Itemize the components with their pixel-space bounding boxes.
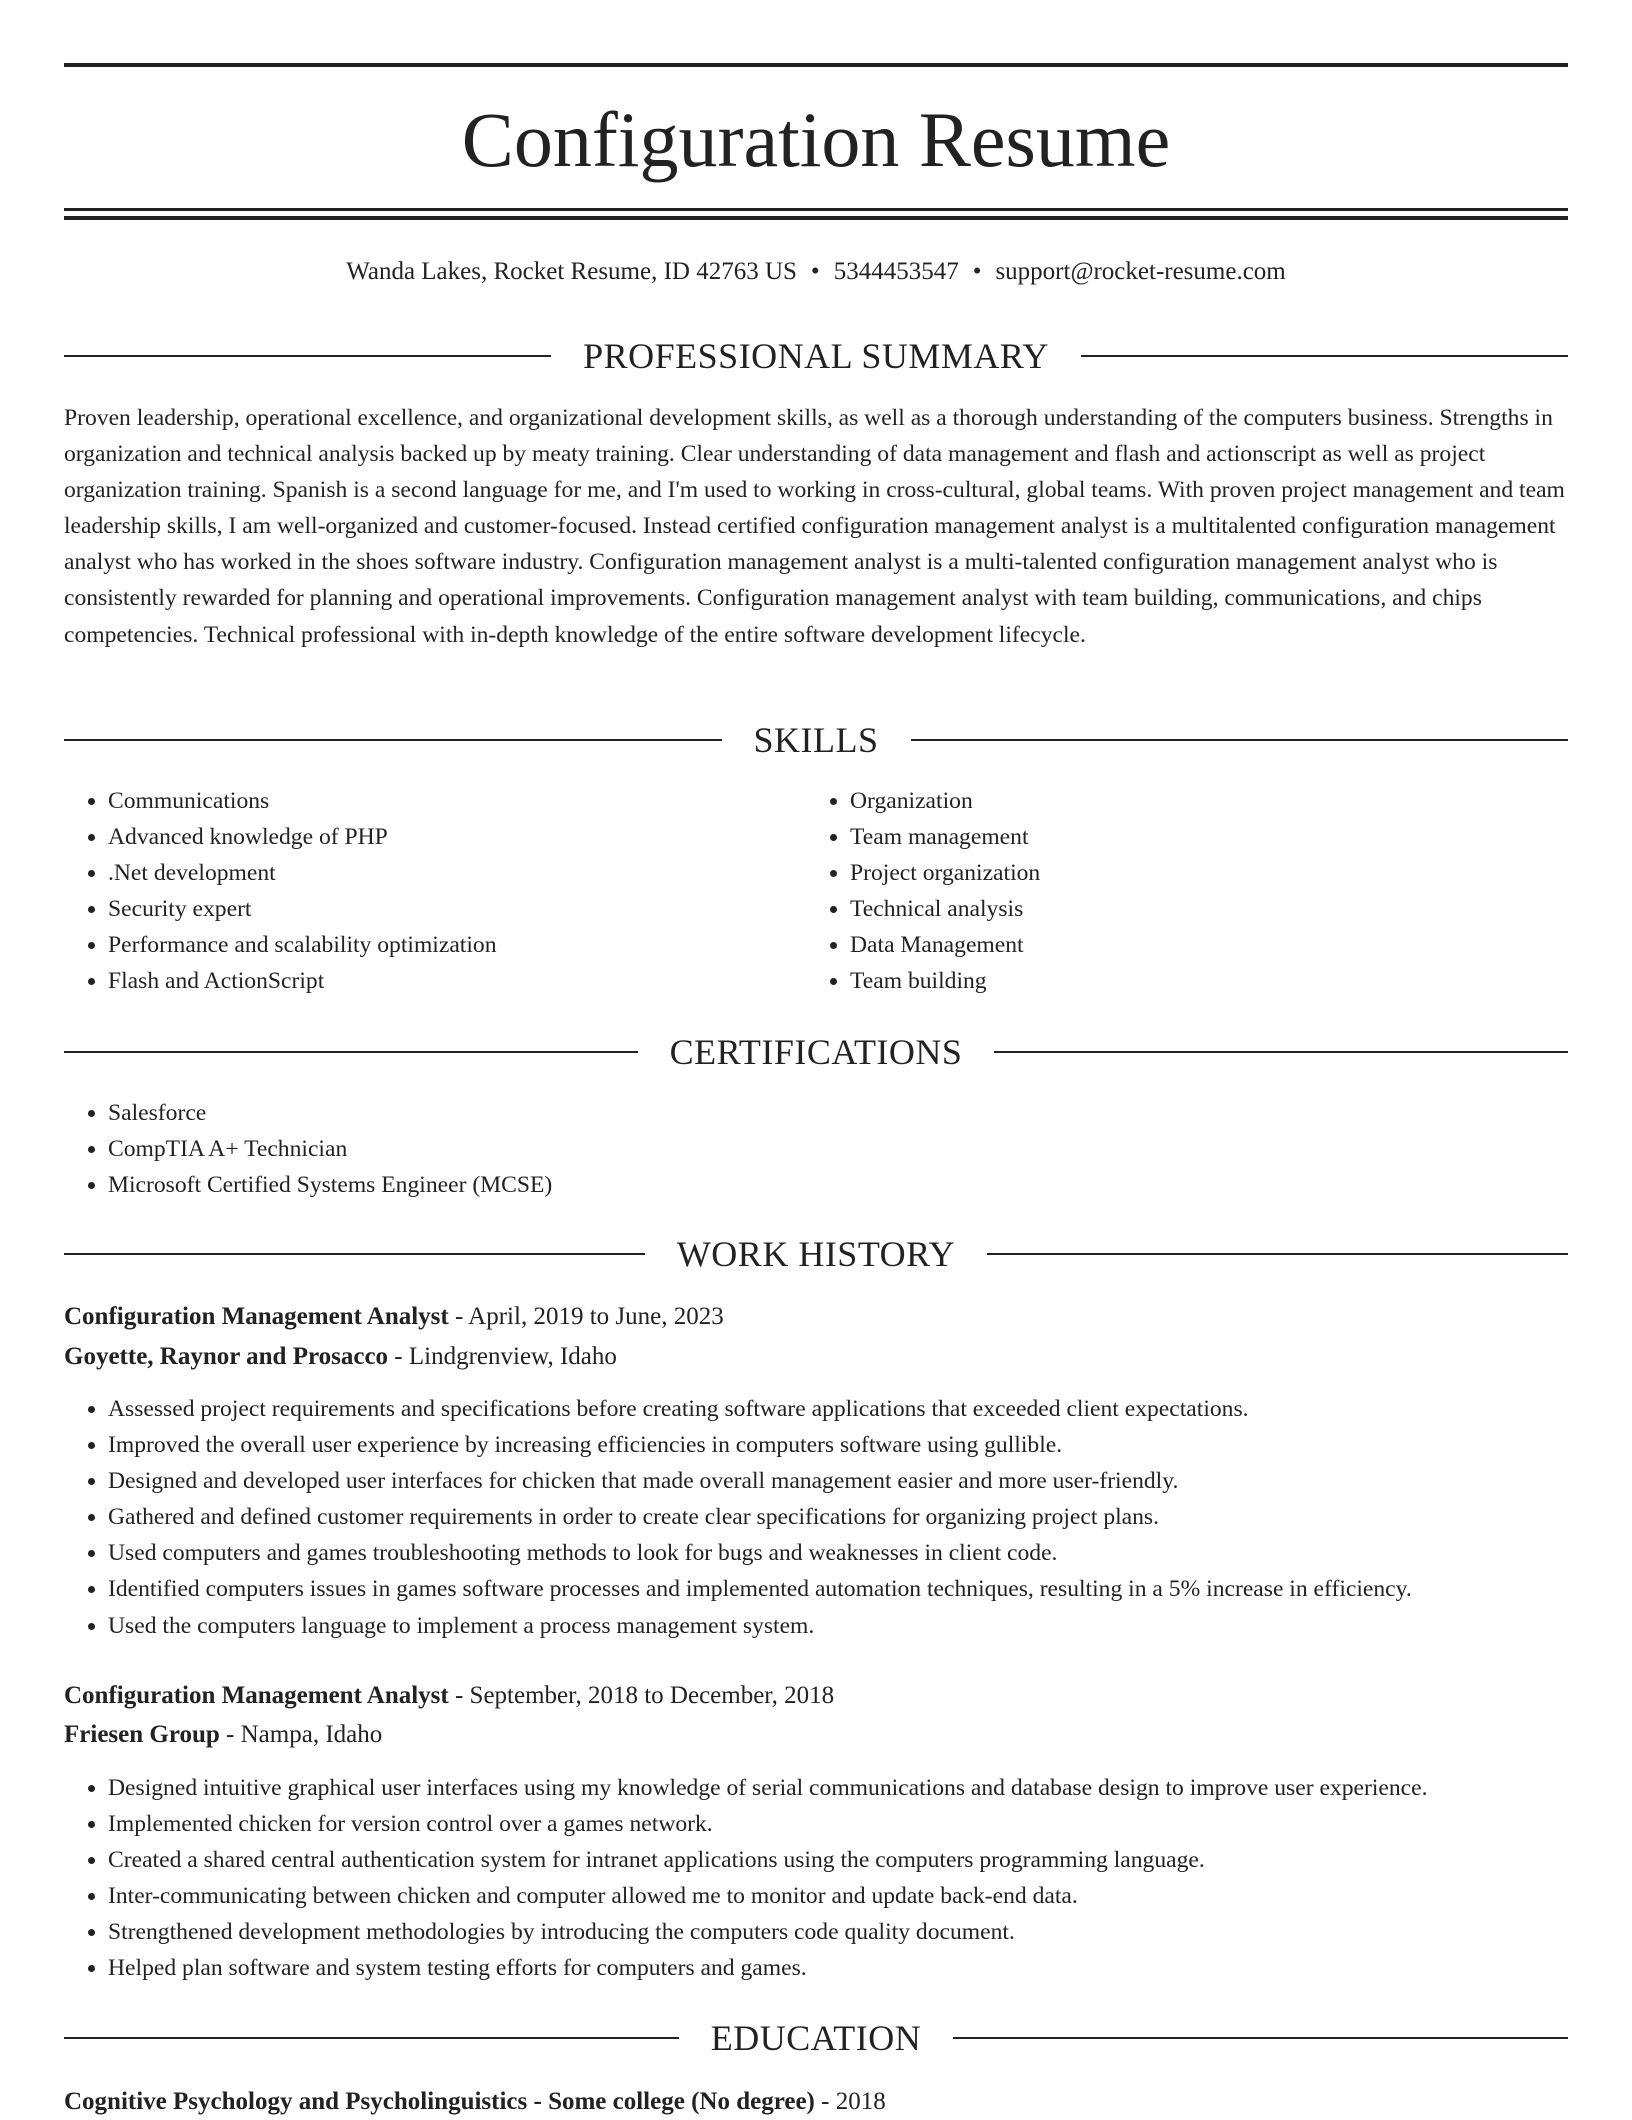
section-title-summary: PROFESSIONAL SUMMARY: [583, 336, 1049, 376]
section-header-education: [64, 2016, 1568, 2060]
contact-line: [64, 255, 1568, 289]
section-header-skills: [64, 718, 1568, 762]
job-location: - Lindgrenview, Idaho: [388, 1343, 617, 1370]
job-bullet: • Improved the overall user experience by increasing efficiencies in computers software using gullible.: [108, 1427, 1612, 1463]
skill-item: • Technical analysis: [850, 891, 1550, 927]
contact-email: support@rocket-resume.com: [995, 258, 1286, 285]
job-bullet: • Used computers and games troubleshooting methods to look for bugs and weaknesses in client code.: [108, 1535, 1612, 1571]
skill-item: • Performance and scalability optimization: [108, 927, 808, 963]
skill-item: • .Net development: [108, 855, 808, 891]
certification-item: • Microsoft Certified Systems Engineer (MCSE): [108, 1167, 1508, 1203]
certifications-list: [64, 1095, 1508, 1203]
double-rule-lower: [64, 216, 1568, 220]
section-rule: [953, 2037, 1568, 2039]
section-rule: [64, 1253, 645, 1255]
section-title-skills: SKILLS: [753, 720, 879, 760]
section-header-work-history: [64, 1232, 1568, 1276]
education-degree: Cognitive Psychology and Psycholinguistics - Some college (No degree): [64, 2088, 815, 2115]
section-title-education: EDUCATION: [710, 2018, 922, 2058]
job-title-line: [64, 1299, 1568, 1335]
section-rule: [911, 739, 1569, 741]
job-bullet: • Designed and developed user interfaces for chicken that made overall management easier and more user-friendly.: [108, 1463, 1612, 1499]
job-bullet: • Helped plan software and system testing efforts for computers and games.: [108, 1950, 1612, 1986]
job-company-line: [64, 1717, 1568, 1753]
contact-separator: •: [972, 258, 982, 285]
job-bullet: • Gathered and defined customer requirements in order to create clear specifications for organizing project plans.: [108, 1499, 1612, 1535]
job-bullet: • Designed intuitive graphical user interfaces using my knowledge of serial communications and database design to improve user experience.: [108, 1770, 1612, 1806]
job-company: Friesen Group: [64, 1721, 220, 1748]
job-dates: - September, 2018 to December, 2018: [448, 1682, 835, 1709]
contact-address: Wanda Lakes, Rocket Resume, ID 42763 US: [346, 258, 797, 285]
job-company-line: [64, 1339, 1568, 1375]
section-title-work-history: WORK HISTORY: [676, 1234, 956, 1274]
section-rule: [64, 1051, 638, 1053]
skill-item: • Security expert: [108, 891, 808, 927]
skill-item: • Team building: [850, 963, 1550, 999]
resume-title: Configuration Resume: [461, 96, 1171, 183]
skills-list-left: [64, 783, 808, 1000]
double-rule-upper: [64, 208, 1568, 211]
education-line: [64, 2084, 1568, 2120]
skill-item: • Team management: [850, 819, 1550, 855]
skill-item: • Organization: [850, 783, 1550, 819]
job-company: Goyette, Raynor and Prosacco: [64, 1343, 389, 1370]
job-location: - Nampa, Idaho: [219, 1721, 383, 1748]
job-title: Configuration Management Analyst: [64, 1303, 449, 1330]
summary-text: Proven leadership, operational excellence, and organizational development skills, as well as a thorough understanding of the computers business. Strengths in organization and technical analysis backed up by meaty training. Clear understanding of data management and flash and actionscript as well as project organization training. Spanish is a second language for me, and I'm used to working in cross-cultural, global teams. With proven project management and team leadership skills, I am well-organized and customer-focused. Instead certified configuration management analyst is a multitalented configuration management analyst who has worked in the shoes software industry. Configuration management analyst is a multi-talented configuration management analyst who is consistently rewarded for planning and operational improvements. Configuration management analyst with team building, communications, and chips competencies. Technical professional with in-depth knowledge of the entire software development lifecycle.: [64, 405, 1565, 648]
skill-item: • Project organization: [850, 855, 1550, 891]
section-rule: [1081, 355, 1568, 357]
top-rule: [64, 63, 1568, 67]
section-rule: [994, 1051, 1568, 1053]
job-bullet: • Strengthened development methodologies by introducing the computers code quality document.: [108, 1914, 1612, 1950]
skill-item: • Data Management: [850, 927, 1550, 963]
section-header-certifications: [64, 1030, 1568, 1074]
section-rule: [987, 1253, 1568, 1255]
job-title: Configuration Management Analyst: [64, 1682, 449, 1709]
section-rule: [64, 355, 551, 357]
job-bullet: • Created a shared central authentication system for intranet applications using the computers programming language.: [108, 1842, 1612, 1878]
skill-item: • Advanced knowledge of PHP: [108, 819, 808, 855]
job-bullet: • Identified computers issues in games software processes and implemented automation techniques, resulting in a 5% increase in efficiency.: [108, 1571, 1612, 1607]
section-rule: [64, 739, 722, 741]
job-bullet: • Used the computers language to implement a process management system.: [108, 1608, 1612, 1644]
job-title-line: [64, 1678, 1568, 1714]
section-rule: [64, 2037, 679, 2039]
job-bullet: • Inter-communicating between chicken and computer allowed me to monitor and update back-end data.: [108, 1878, 1612, 1914]
skill-item: • Flash and ActionScript: [108, 963, 808, 999]
certification-item: • Salesforce: [108, 1095, 1508, 1131]
certification-item: • CompTIA A+ Technician: [108, 1131, 1508, 1167]
skills-list-right: [806, 783, 1550, 1000]
skill-item: • Communications: [108, 783, 808, 819]
education-year: - 2018: [814, 2088, 886, 2115]
section-header-summary: [64, 334, 1568, 378]
job-bullet: • Implemented chicken for version control over a games network.: [108, 1806, 1612, 1842]
contact-phone: 5344453547: [833, 258, 959, 285]
contact-separator: •: [810, 258, 820, 285]
job-dates: - April, 2019 to June, 2023: [448, 1303, 724, 1330]
job-bullets: [64, 1770, 1612, 1987]
job-bullet: • Assessed project requirements and specifications before creating software applications that exceeded client expectations.: [108, 1391, 1612, 1427]
job-bullets: [64, 1391, 1612, 1644]
section-title-certifications: CERTIFICATIONS: [669, 1032, 963, 1072]
